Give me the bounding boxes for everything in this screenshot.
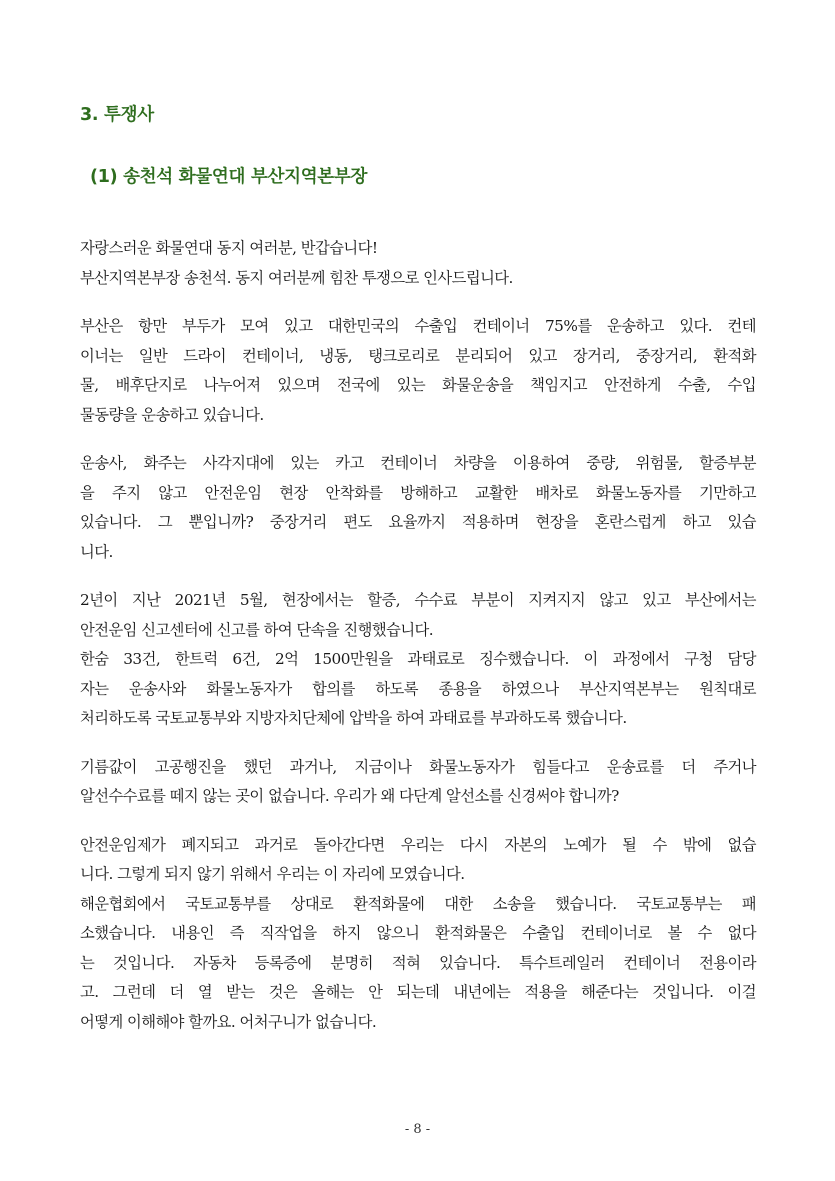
paragraph-line: 처리하도록 국토교통부와 지방자치단체에 압박을 하여 과태료를 부과하도록 했습니다. [80,709,627,727]
paragraph [80,831,756,1038]
paragraph [80,753,756,812]
paragraph-line: 2년이 지난 2021년 5월, 현장에서는 할증, 수수료 부분이 지켜지지 않고 있고 부산에서는 [80,591,756,609]
paragraph-line: 해운협회에서 국토교통부를 상대로 환적화물에 대한 소송을 했습니다. 국토교통부는 패 [80,894,756,913]
paragraph-line: 니다. 그렇게 되지 않기 위해서 우리는 이 자리에 모였습니다. [80,865,465,883]
paragraph-line: 부산지역본부장 송천석. 동지 여러분께 힘찬 투쟁으로 인사드립니다. [80,268,513,287]
paragraph-line: 물, 배후단지로 나누어져 있으며 전국에 있는 화물운송을 책임지고 안전하게 수출, 수입 [80,376,756,394]
page-number: - 8 - [404,1122,431,1137]
subsection-title: (1) 송천석 화물연대 부산지역본부장 [90,167,368,187]
paragraph-line: 자랑스러운 화물연대 동지 여러분, 반갑습니다! [80,239,378,257]
paragraph-line: 소했습니다. 내용인 즉 직작업을 하지 않으니 환적화물은 수출입 컨테이너로 볼 수 없다 [80,924,756,942]
paragraph-line: 운송사, 화주는 사각지대에 있는 카고 컨테이너 차량을 이용하여 중량, 위험물, 할증부분 [80,454,756,472]
paragraph [80,312,756,430]
paragraph-line: 부산은 항만 부두가 모여 있고 대한민국의 수출입 컨테이너 75%를 운송하고 있다. 컨테 [80,317,756,335]
paragraph-line: 을 주지 않고 안전운임 현장 안착화를 방해하고 교활한 배차로 화물노동자를 기만하고 [80,483,756,502]
paragraph-line: 안전운임제가 폐지되고 과거로 돌아간다면 우리는 다시 자본의 노예가 될 수 밖에 없습 [80,835,756,854]
paragraph-line: 물동량을 운송하고 있습니다. [80,405,264,424]
paragraph-line: 한숨 33건, 한트럭 6건, 2억 1500만원을 과태료로 징수했습니다. 이 과정에서 구청 담당 [80,650,756,668]
paragraph-line: 안전운임 신고센터에 신고를 하여 단속을 진행했습니다. [80,620,434,639]
paragraph-line: 있습니다. 그 뿐입니까? 중장거리 편도 요율까지 적용하며 현장을 혼란스럽게 하고 있습 [80,513,756,531]
paragraph-line: 는 것입니다. 자동차 등록증에 분명히 적혀 있습니다. 특수트레일러 컨테이너 전용이라 [80,953,756,972]
paragraph [80,586,756,734]
paragraph-line: 이너는 일반 드라이 컨테이너, 냉동, 탱크로리로 분리되어 있고 장거리, 중장거리, 환적화 [80,346,756,365]
paragraph [80,449,756,567]
paragraph-line: 기름값이 고공행진을 했던 과거나, 지금이나 화물노동자가 힘들다고 운송료를 더 주거나 [80,757,756,776]
document-body [80,234,756,1056]
paragraph-line: 자는 운송사와 화물노동자가 합의를 하도록 종용을 하였으나 부산지역본부는 원칙대로 [80,679,756,698]
paragraph-line: 고. 그런데 더 열 받는 것은 올해는 안 되는데 내년에는 적용을 해준다는 것입니다. 이걸 [80,983,756,1001]
section-title: 3. 투쟁사 [80,105,154,125]
paragraph-line: 알선수수료를 떼지 않는 곳이 없습니다. 우리가 왜 다단계 알선소를 신경써야 합니까? [80,787,619,805]
paragraph-line: 어떻게 이해해야 할까요. 어처구니가 없습니다. [80,1012,377,1031]
paragraph [80,234,756,293]
paragraph-line: 니다. [80,542,113,561]
